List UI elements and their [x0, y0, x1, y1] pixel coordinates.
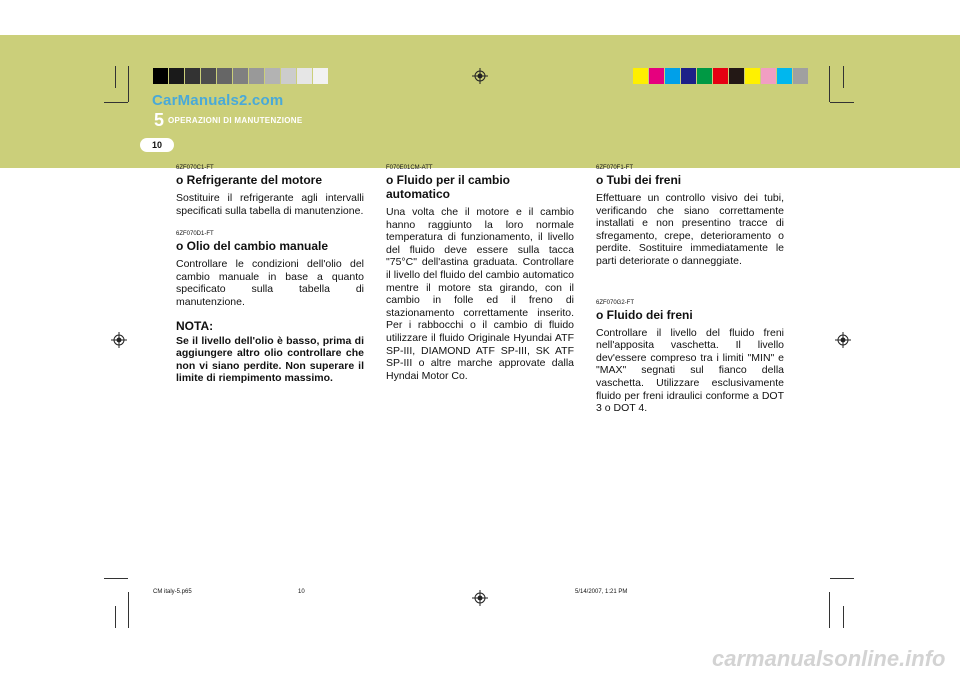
crop-mark-l3: [115, 606, 116, 628]
registration-mark-right-icon: [835, 332, 851, 348]
crop-mark-tr-v: [829, 66, 830, 102]
grayscale-swatches: [153, 68, 329, 84]
section-heading: o Fluido dei freni: [596, 307, 693, 322]
color-swatch: [681, 68, 696, 84]
section-heading: o Fluido per il cambio automatico: [386, 173, 511, 201]
section-code: F070E01CM-ATT: [386, 165, 433, 171]
color-swatch: [697, 68, 712, 84]
watermark-top[interactable]: CarManuals2.com: [152, 92, 284, 109]
color-swatch: [297, 68, 312, 84]
registration-mark-bottom-icon: [472, 590, 488, 606]
color-swatch: [777, 68, 792, 84]
note-title: NOTA:: [176, 318, 214, 333]
color-swatch: [649, 68, 664, 84]
crop-mark-tl-v: [128, 66, 129, 102]
color-swatch: [249, 68, 264, 84]
section-body: Sostituire il refrigerante agli intervalli specificati sulla tabella di manutenzione.: [176, 192, 364, 217]
color-swatch: [201, 68, 216, 84]
section-number: 5: [154, 110, 165, 130]
crop-mark-tr-h: [830, 102, 854, 103]
section-body: Effettuare un controllo visivo dei tubi, verificando che siano correttamente installati e non presentino tracce di sfregamento, crepe, deterioramento o perdite. Sostituire immediatamente le parti deteriorate o danneggiate.: [596, 192, 784, 267]
color-swatch: [729, 68, 744, 84]
section-body: Controllare le condizioni dell'olio del cambio manuale in base a quanto specificato sulla tabella di manutenzione.: [176, 258, 364, 308]
color-swatches: [633, 68, 809, 84]
crop-mark-r3: [843, 606, 844, 628]
section-heading: o Olio del cambio manuale: [176, 239, 329, 254]
crop-mark-tl-h: [104, 102, 128, 103]
column-1: [176, 165, 364, 385]
color-swatch: [761, 68, 776, 84]
color-swatch: [281, 68, 296, 84]
section-code: 6ZF070C1-FT: [176, 165, 214, 171]
crop-mark-r2: [843, 66, 844, 88]
color-swatch: [169, 68, 184, 84]
color-swatch: [745, 68, 760, 84]
footer-page: 10: [298, 589, 305, 595]
section-body: Una volta che il motore e il cambio hanno raggiunto la loro normale temperatura di funzionamento, il livello del fluido deve essere sulla tacca "75°C" dell'astina graduata. Controllare il livello del fluido del cambio automatico mentre il motore sta girando, con il cambio in folle ed il freno di stazionamento correttamente inserito. Per i rabbocchi o il cambio di fluido utilizzare il fluido Originale Hyundai ATF SP-III, DIAMOND ATF SP-III, SK ATF SP-III o altre marche approvate dalla Hyndai Motor Co.: [386, 206, 574, 382]
color-swatch: [217, 68, 232, 84]
section-code: 6ZF070D1-FT: [176, 231, 214, 238]
color-swatch: [713, 68, 728, 84]
color-swatch: [233, 68, 248, 84]
color-swatch: [633, 68, 648, 84]
footer-file: CM italy-5.p65: [153, 589, 192, 595]
color-swatch: [153, 68, 168, 84]
color-swatch: [793, 68, 808, 84]
crop-mark-bl-v: [128, 592, 129, 628]
header-band: [0, 35, 960, 143]
crop-mark-br-h: [830, 578, 854, 579]
note-body: Se il livello dell'olio è basso, prima di aggiungere altro olio controllare che non vi siano perdite. Non superare il limite di riempimento massimo.: [176, 334, 364, 385]
color-swatch: [185, 68, 200, 84]
column-2: [386, 165, 574, 382]
crop-mark-l2: [115, 66, 116, 88]
section-heading: o Tubi dei freni: [596, 173, 682, 187]
registration-mark-left-icon: [111, 332, 127, 348]
section-code: 6ZF070G2-FT: [596, 299, 635, 306]
crop-mark-bl-h: [104, 578, 128, 579]
section-code: 6ZF070F1-FT: [596, 165, 634, 171]
section-heading: o Refrigerante del motore: [176, 173, 323, 187]
footer-date: 5/14/2007, 1:21 PM: [575, 589, 628, 595]
page-number: 10: [140, 138, 174, 152]
color-swatch: [313, 68, 328, 84]
color-swatch: [265, 68, 280, 84]
registration-mark-top-icon: [472, 68, 488, 84]
crop-mark-br-v: [829, 592, 830, 628]
watermark-bottom[interactable]: carmanualsonline.info: [712, 646, 946, 671]
column-3: [596, 165, 784, 415]
section-body: Controllare il livello del fluido freni nell'apposita vaschetta. Il livello dev'essere compreso tra i limiti "MIN" e "MAX" segnati sul fianco della vaschetta. Utilizzare esclusivamente fluido per freni idraulici conforme a DOT 3 o DOT 4.: [596, 326, 784, 415]
section-title: OPERAZIONI DI MANUTENZIONE: [168, 116, 303, 125]
color-swatch: [665, 68, 680, 84]
